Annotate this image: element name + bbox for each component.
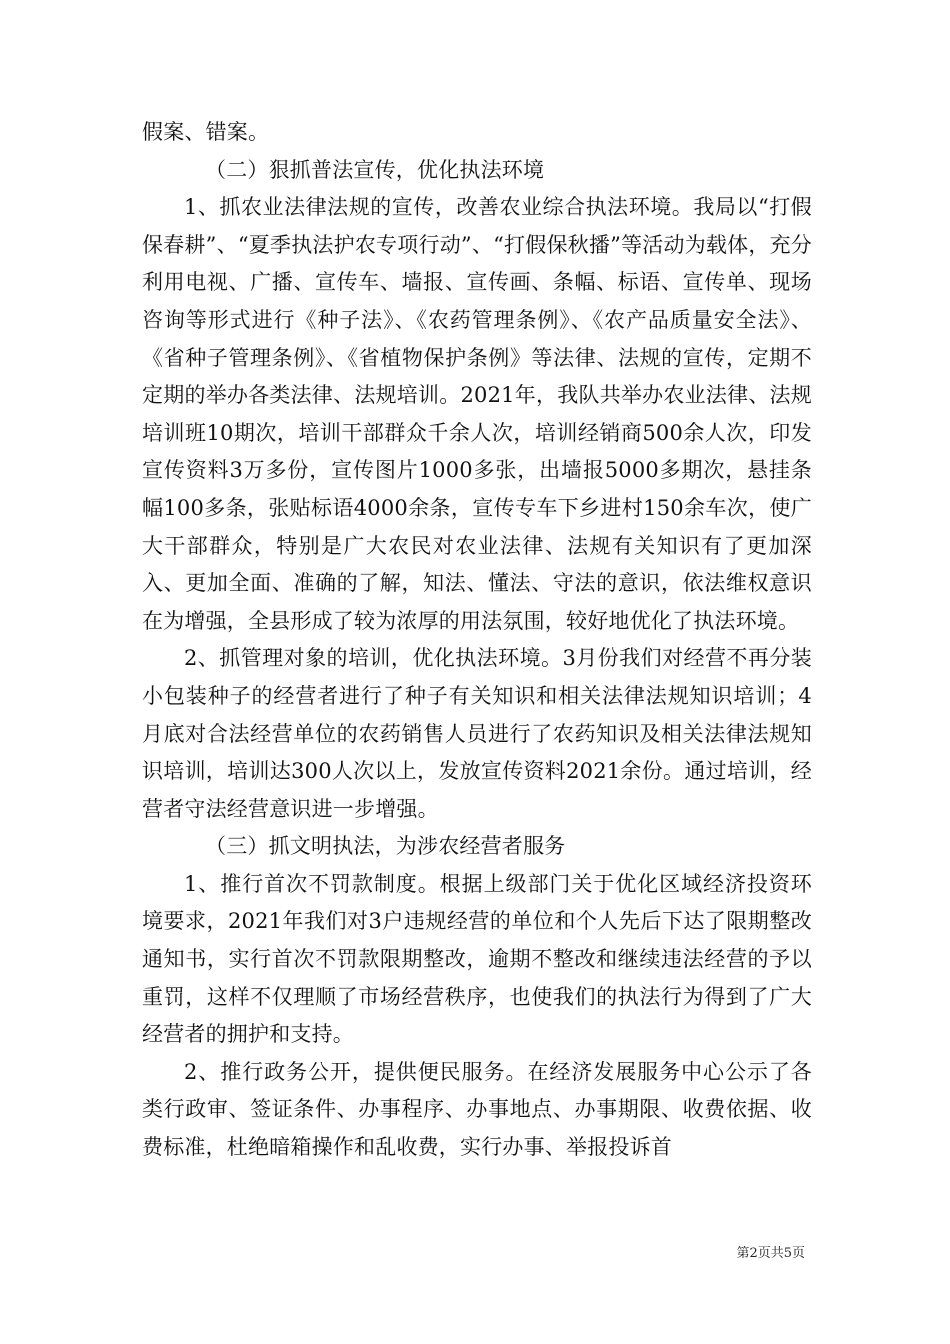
section-heading-2: （二）狠抓普法宣传，优化执法环境 xyxy=(205,157,545,182)
paragraph-law-publicity: 1、抓农业法律法规的宣传，改善农业综合执法环境。我局以“打假保春耕”、“夏季执法护农专项行动”、“打假保秋播”等活动为载体，充分利用电视、广播、宣传车、墙报、宣传画、条幅、标语、宣传单、现场咨询等形式进行《种子法》、《农药管理条例》、《农产品质量安全法》、《省种子管理条例》、《省植物保护条例》等法律、法规的宣传，定期不定期的举办各类法律、法规培训。2021年，我队共举办农业法律、法规培训班10期次，培训干部群众千余人次，培训经销商500余人次，印发宣传资料3万多份，宣传图片1000多张，出墙报5000多期次，悬挂条幅100多条，张贴标语4000余条，宣传专车下乡进村150余车次，使广大干部群众，特别是广大农民对农业法律、法规有关知识有了更加深入、更加全面、准确的了解，知法、懂法、守法的意识，依法维权意识在为增强，全县形成了较为浓厚的用法氛围，较好地优化了执法环境。 xyxy=(142,195,812,633)
page-number: 第2页共5页 xyxy=(736,1246,805,1261)
paragraph-training: 2、抓管理对象的培训，优化执法环境。3月份我们对经营不再分装小包装种子的经营者进行了种子有关知识和相关法律法规知识培训；4月底对合法经营单位的农药销售人员进行了农药知识及相关法律法规知识培训，培训达300人次以上，发放宣传资料2021余份。通过培训，经营者守法经营意识进一步增强。 xyxy=(142,646,812,821)
section-heading-3: （三）抓文明执法，为涉农经营者服务 xyxy=(205,834,566,859)
document-body xyxy=(142,114,812,1167)
paragraph-public-affairs: 2、推行政务公开，提供便民服务。在经济发展服务中心公示了各类行政审、签证条件、办事程序、办事地点、办事期限、收费依据、收费标准，杜绝暗箱操作和乱收费，实行办事、举报投诉首 xyxy=(142,1059,812,1160)
paragraph-continuation: 假案、错案。 xyxy=(142,120,270,144)
paragraph-no-fine-policy: 1、推行首次不罚款制度。根据上级部门关于优化区域经济投资环境要求，2021年我们对3户违规经营的单位和个人先后下达了限期整改通知书，实行首次不罚款限期整改，逾期不整改和继续违法经营的予以重罚，这样不仅理顺了市场经营秩序，也使我们的执法行为得到了广大经营者的拥护和支持。 xyxy=(142,871,812,1047)
